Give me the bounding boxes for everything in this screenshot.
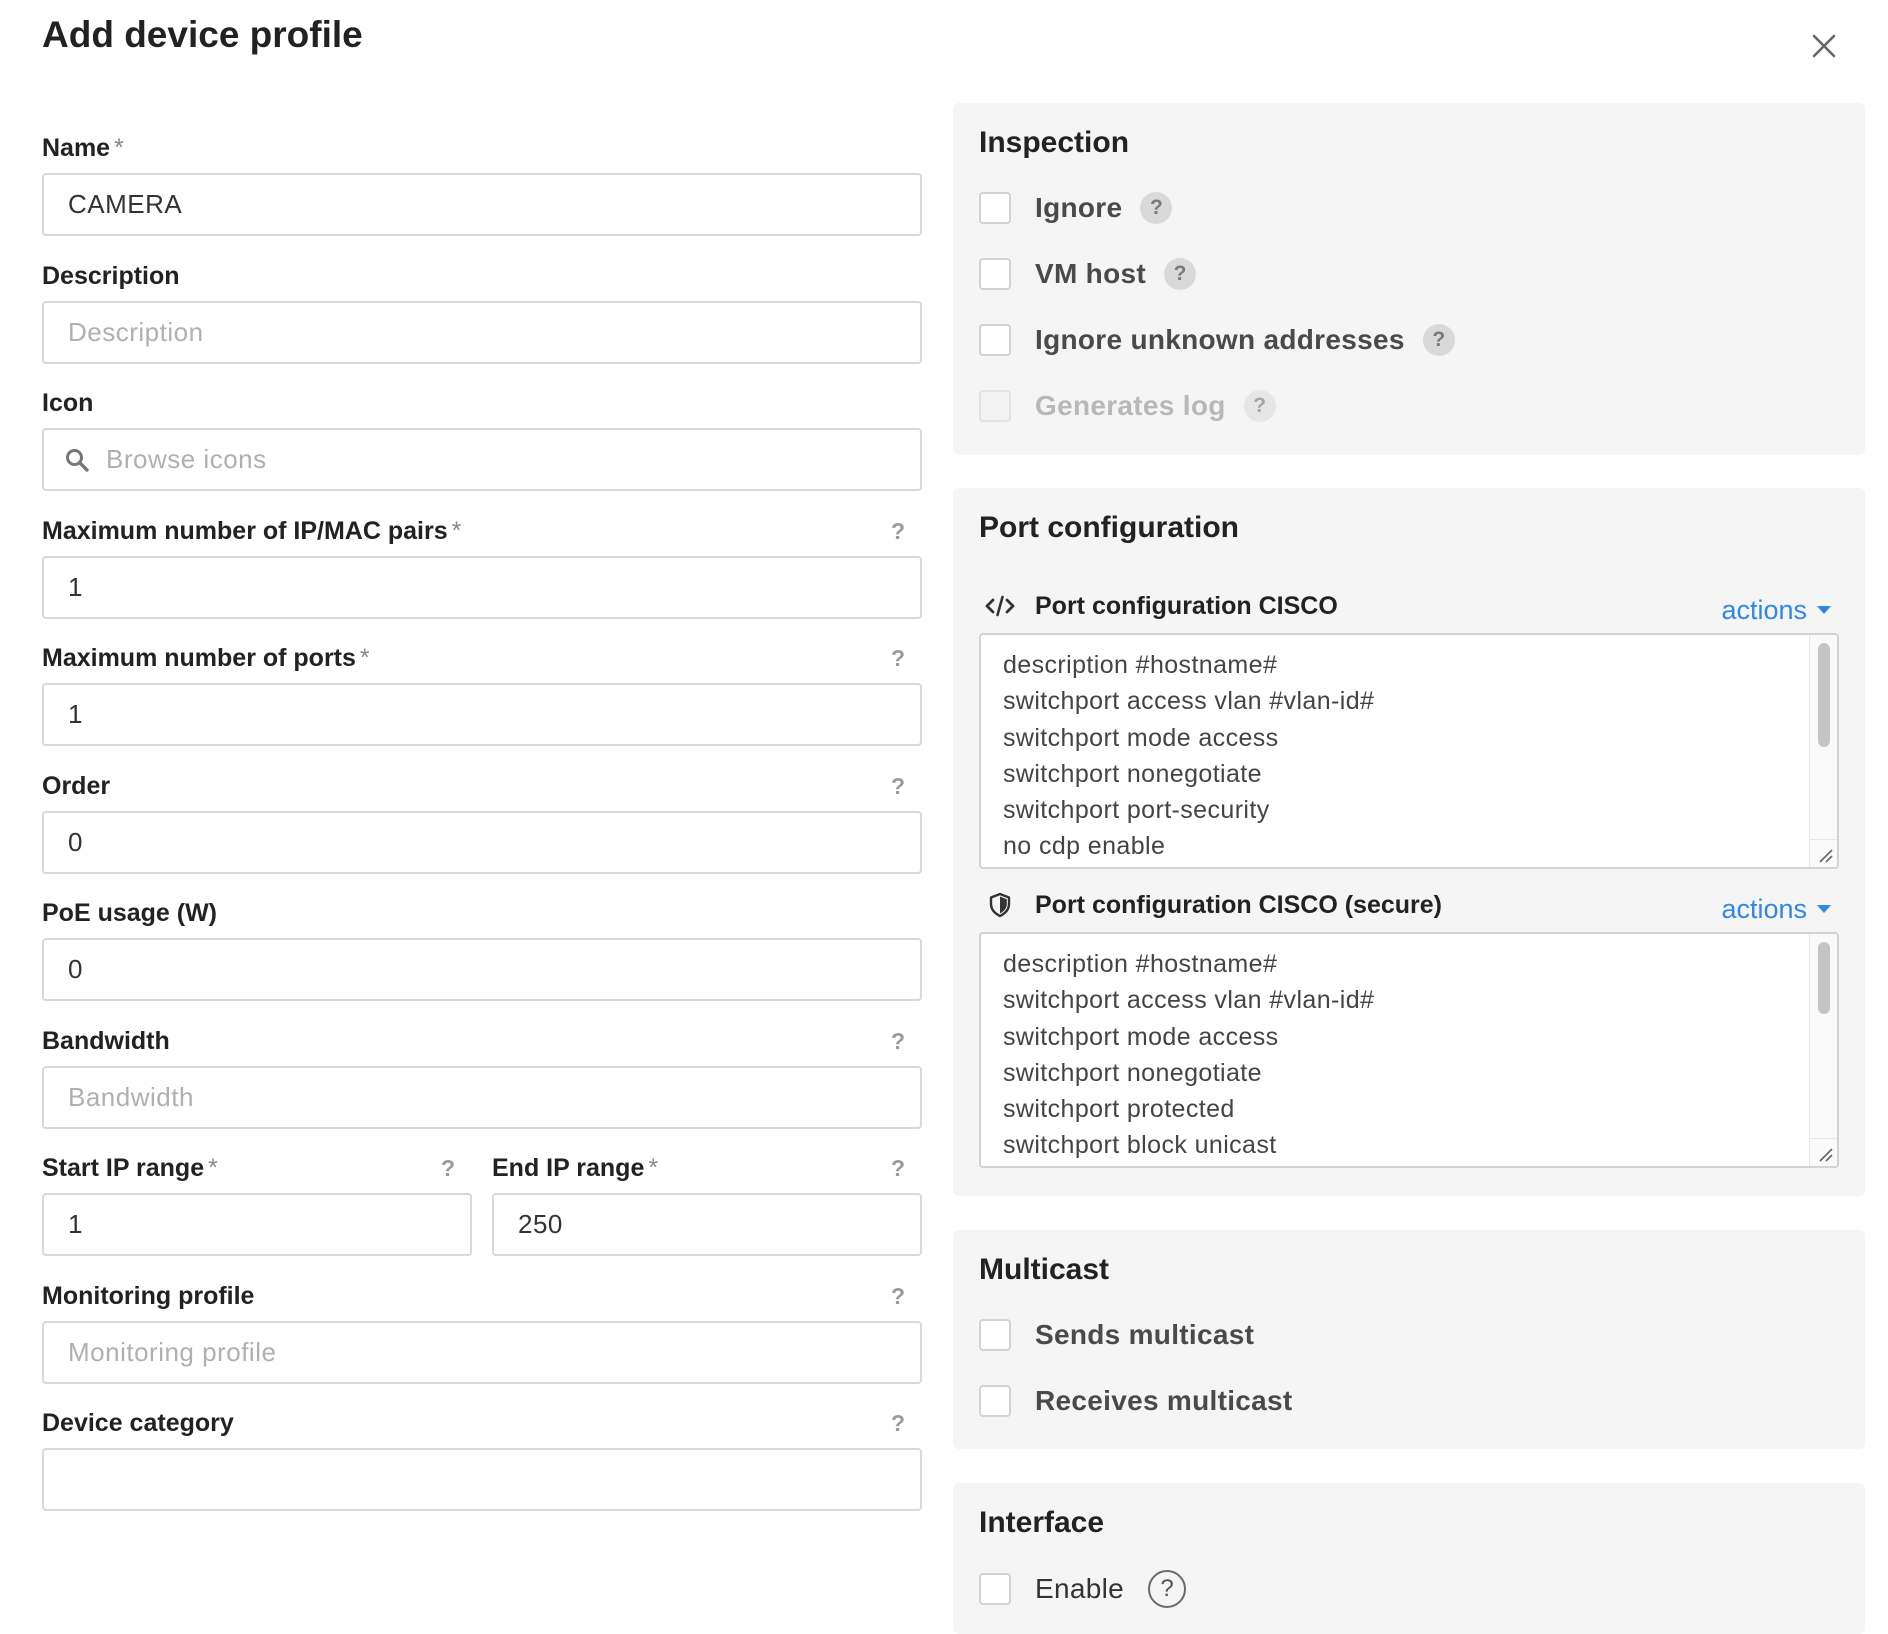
- start-ip-field: [42, 1153, 472, 1256]
- icon-search-input[interactable]: [42, 428, 922, 491]
- description-label: Description: [42, 262, 180, 290]
- required-marker: *: [208, 1154, 218, 1182]
- max-ports-field: [42, 643, 922, 746]
- generates-log-option: [979, 389, 1276, 423]
- help-icon[interactable]: ?: [1244, 390, 1276, 422]
- required-marker: *: [451, 517, 462, 545]
- receives-multicast-label: Receives multicast: [1035, 1385, 1293, 1416]
- close-button[interactable]: [1806, 28, 1842, 64]
- inspection-panel: [953, 103, 1865, 455]
- max-ip-mac-field: [42, 516, 922, 619]
- resize-handle[interactable]: [1809, 839, 1837, 867]
- receives-multicast-checkbox[interactable]: [979, 1385, 1011, 1417]
- bandwidth-field: [42, 1026, 922, 1129]
- max-ports-label: Maximum number of ports *: [42, 644, 370, 672]
- interface-panel: [953, 1483, 1865, 1634]
- device-category-label: Device category: [42, 1409, 234, 1437]
- caret-down-icon: [1817, 606, 1831, 614]
- end-ip-field: [492, 1153, 922, 1256]
- help-icon[interactable]: ?: [440, 1155, 456, 1181]
- monitoring-profile-input[interactable]: [42, 1321, 922, 1384]
- help-icon[interactable]: ?: [890, 1283, 906, 1309]
- ignore-unknown-addresses-option[interactable]: [979, 323, 1455, 357]
- help-icon[interactable]: ?: [890, 518, 906, 544]
- help-icon[interactable]: ?: [890, 645, 906, 671]
- caret-down-icon: [1817, 905, 1831, 913]
- name-label: Name *: [42, 134, 124, 162]
- order-label: Order: [42, 772, 111, 800]
- code-line: switchport protected: [1003, 1095, 1235, 1124]
- ignore-unknown-addresses-checkbox[interactable]: [979, 324, 1011, 356]
- code-line: description #hostname#: [1003, 651, 1278, 679]
- search-icon: [64, 447, 90, 473]
- end-ip-label: End IP range *: [492, 1154, 659, 1182]
- description-input[interactable]: [42, 301, 922, 364]
- generates-log-checkbox: [979, 390, 1011, 422]
- generates-log-label: Generates log: [1035, 390, 1226, 421]
- code-line: switchport port-security: [1003, 796, 1270, 825]
- code-lines: [1003, 946, 1803, 1164]
- device-category-field: [42, 1408, 922, 1511]
- vm-host-option[interactable]: [979, 257, 1196, 291]
- code-line: switchport access vlan #vlan-id#: [1003, 986, 1375, 1015]
- inspection-title: Inspection: [979, 126, 1130, 159]
- start-ip-input[interactable]: [42, 1193, 472, 1256]
- port-config-cisco-secure-title: Port configuration CISCO (secure): [1035, 890, 1442, 919]
- sends-multicast-label: Sends multicast: [1035, 1319, 1255, 1350]
- ignore-unknown-addresses-label: Ignore unknown addresses: [1035, 324, 1405, 355]
- name-field: [42, 133, 922, 236]
- port-config-cisco-secure-textarea[interactable]: [979, 932, 1839, 1168]
- code-lines: [1003, 647, 1803, 865]
- scrollbar-thumb[interactable]: [1818, 942, 1830, 1014]
- code-line: switchport nonegotiate: [1003, 759, 1262, 788]
- poe-input[interactable]: [42, 938, 922, 1001]
- port-config-cisco-textarea[interactable]: [979, 633, 1839, 869]
- icon-browser: [42, 428, 922, 491]
- max-ports-input[interactable]: [42, 683, 922, 746]
- close-icon: [1806, 28, 1842, 64]
- monitoring-profile-field: [42, 1281, 922, 1384]
- help-icon[interactable]: ?: [890, 1410, 906, 1436]
- help-icon[interactable]: ?: [1423, 324, 1455, 356]
- interface-enable-label: Enable: [1035, 1573, 1124, 1604]
- help-icon[interactable]: ?: [1164, 258, 1196, 290]
- code-icon: [985, 591, 1015, 621]
- interface-title: Interface: [979, 1506, 1105, 1539]
- scrollbar-thumb[interactable]: [1818, 643, 1830, 747]
- help-icon[interactable]: ?: [1148, 1570, 1186, 1608]
- required-marker: *: [359, 644, 370, 672]
- max-ip-mac-input[interactable]: [42, 556, 922, 619]
- resize-handle[interactable]: [1809, 1138, 1837, 1166]
- code-line: switchport nonegotiate: [1003, 1058, 1262, 1087]
- monitoring-profile-label: Monitoring profile: [42, 1282, 255, 1310]
- code-line: no cdp enable: [1003, 832, 1166, 861]
- scrollbar[interactable]: [1809, 635, 1837, 867]
- sends-multicast-option[interactable]: [979, 1318, 1254, 1352]
- code-line: description #hostname#: [1003, 950, 1278, 978]
- port-configuration-panel: [953, 488, 1865, 1196]
- resize-grip-icon: [1810, 840, 1838, 868]
- order-input[interactable]: [42, 811, 922, 874]
- help-icon[interactable]: ?: [1140, 192, 1172, 224]
- ignore-checkbox[interactable]: [979, 192, 1011, 224]
- interface-enable-checkbox[interactable]: [979, 1573, 1011, 1605]
- port-config-cisco-title: Port configuration CISCO: [1035, 591, 1338, 620]
- required-marker: *: [648, 1154, 659, 1182]
- help-icon[interactable]: ?: [890, 1028, 906, 1054]
- resize-grip-icon: [1810, 1139, 1838, 1167]
- port-config-cisco-secure-actions-dropdown[interactable]: [1721, 893, 1831, 925]
- poe-label: PoE usage (W): [42, 899, 218, 927]
- actions-label: actions: [1721, 594, 1807, 625]
- dialog-title: Add device profile: [42, 14, 363, 55]
- multicast-panel: [953, 1230, 1865, 1449]
- help-icon[interactable]: ?: [890, 1155, 906, 1181]
- required-marker: *: [114, 134, 124, 162]
- vm-host-checkbox[interactable]: [979, 258, 1011, 290]
- device-category-input[interactable]: [42, 1448, 922, 1511]
- bandwidth-label: Bandwidth: [42, 1027, 170, 1055]
- bandwidth-input[interactable]: [42, 1066, 922, 1129]
- icon-field: [42, 388, 922, 491]
- port-config-cisco-secure-header: [985, 889, 1442, 921]
- order-field: [42, 771, 922, 874]
- poe-field: [42, 898, 922, 1001]
- shield-icon: [985, 890, 1015, 920]
- end-ip-input[interactable]: [492, 1193, 922, 1256]
- description-field: [42, 261, 922, 364]
- port-config-cisco-header: [985, 590, 1338, 622]
- help-icon[interactable]: ?: [890, 773, 906, 799]
- code-line: switchport mode access: [1003, 723, 1279, 752]
- actions-label: actions: [1721, 893, 1807, 924]
- code-line: switchport mode access: [1003, 1022, 1279, 1051]
- vm-host-label: VM host: [1035, 258, 1146, 289]
- scrollbar[interactable]: [1809, 934, 1837, 1166]
- start-ip-label: Start IP range *: [42, 1154, 218, 1182]
- multicast-title: Multicast: [979, 1253, 1110, 1286]
- name-input[interactable]: [42, 173, 922, 236]
- port-configuration-title: Port configuration: [979, 511, 1239, 544]
- receives-multicast-option[interactable]: [979, 1384, 1293, 1418]
- icon-label: Icon: [42, 389, 94, 417]
- max-ip-mac-label: Maximum number of IP/MAC pairs *: [42, 517, 462, 545]
- code-line: switchport block unicast: [1003, 1131, 1277, 1160]
- port-config-cisco-actions-dropdown[interactable]: [1721, 594, 1831, 626]
- interface-enable-option[interactable]: [979, 1569, 1186, 1609]
- sends-multicast-checkbox[interactable]: [979, 1319, 1011, 1351]
- code-line: switchport access vlan #vlan-id#: [1003, 687, 1375, 716]
- ignore-option[interactable]: [979, 191, 1172, 225]
- ignore-label: Ignore: [1035, 192, 1123, 223]
